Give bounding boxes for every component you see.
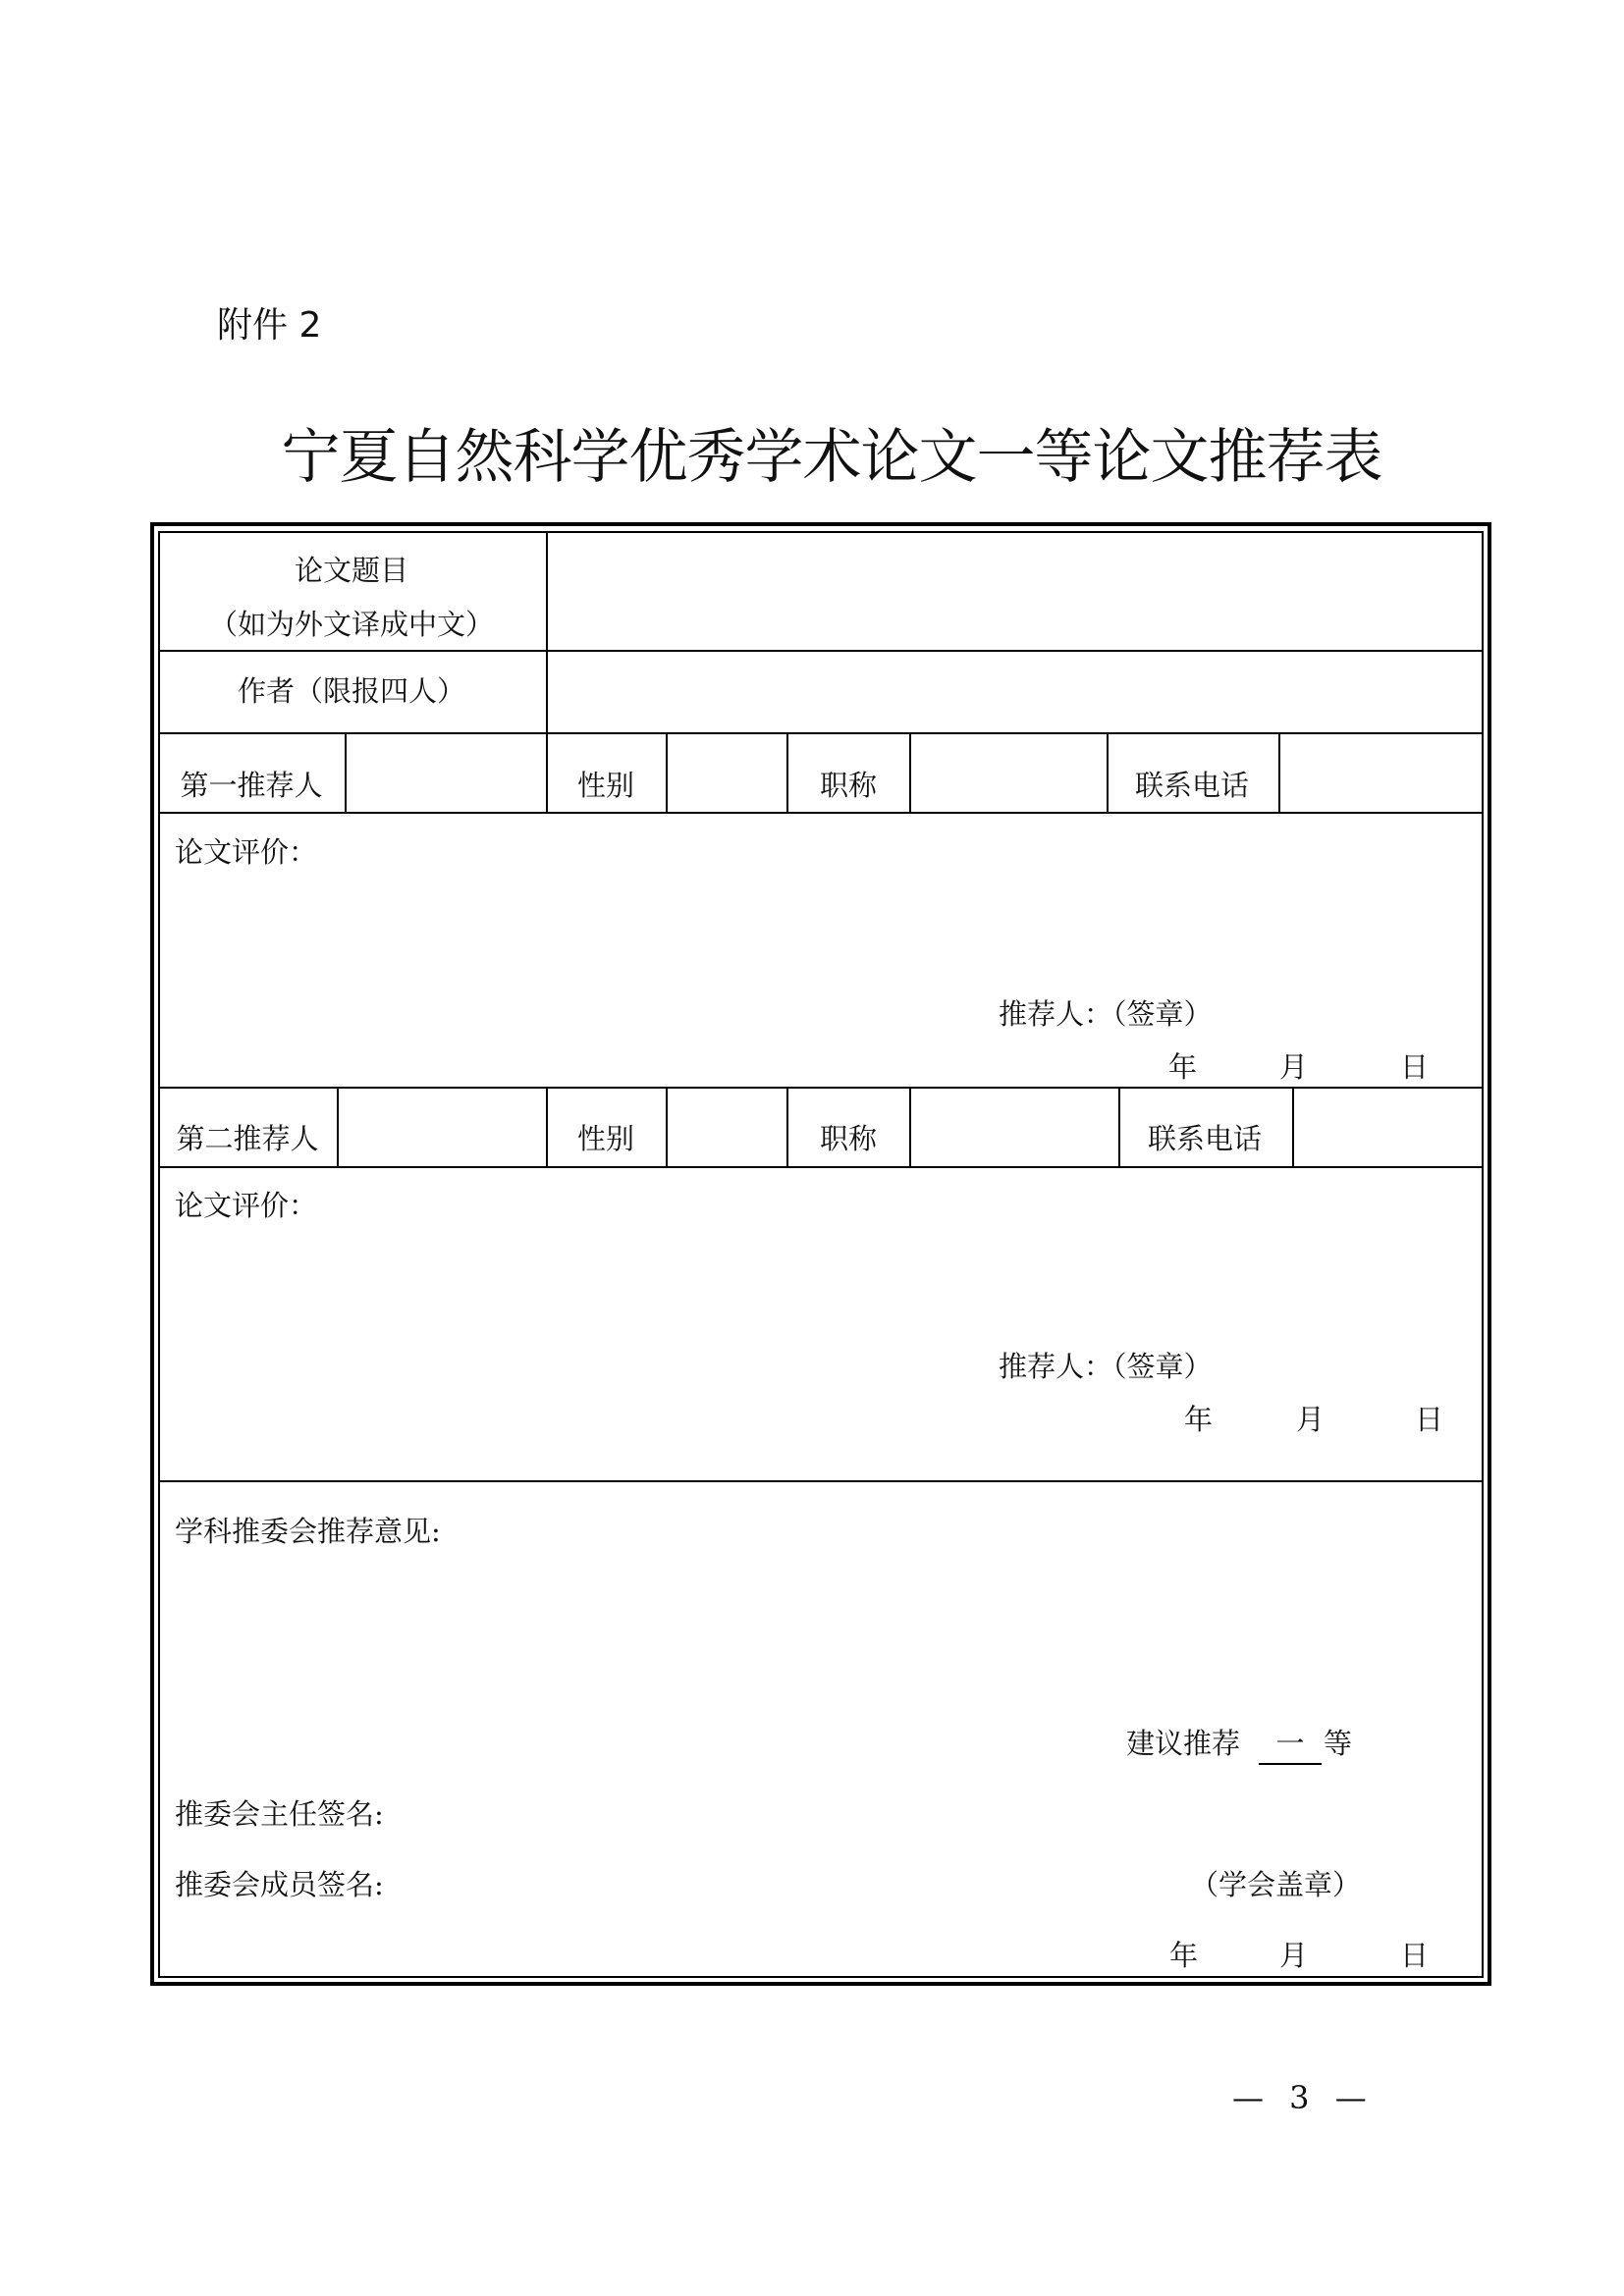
recommender2-month: 月 bbox=[1296, 1403, 1326, 1436]
chair-sign-label: 推委会主任签名: bbox=[175, 1797, 384, 1831]
recommender2-phone-field[interactable] bbox=[1294, 1089, 1482, 1165]
suggest-underline bbox=[1259, 1763, 1322, 1765]
member-sign-label: 推委会成员签名: bbox=[175, 1868, 384, 1901]
recommender2-sign-label: 推荐人：（签章） bbox=[999, 1350, 1213, 1383]
suggest-prefix: 建议推荐 bbox=[1126, 1727, 1241, 1760]
seal-label: （学会盖章） bbox=[1190, 1868, 1362, 1901]
recommender2-title-field[interactable] bbox=[911, 1089, 1117, 1165]
column-divider bbox=[1118, 1087, 1120, 1167]
committee-day: 日 bbox=[1400, 1939, 1430, 1972]
committee-opinion-label: 学科推委会推荐意见: bbox=[175, 1515, 441, 1548]
paper-title-label: 论文题目 bbox=[294, 554, 409, 587]
recommender2-phone-label: 联系电话 bbox=[1147, 1122, 1263, 1155]
recommender2-title-label: 职称 bbox=[819, 1122, 878, 1155]
recommender1-name-field[interactable] bbox=[347, 734, 545, 811]
recommender1-title-field[interactable] bbox=[911, 734, 1106, 811]
attachment-label: 附件 2 bbox=[217, 305, 322, 346]
page-number: — 3 — bbox=[1232, 2079, 1375, 2116]
recommender1-sign-label: 推荐人：（签章） bbox=[999, 997, 1213, 1031]
form-title: 宁夏自然科学优秀学术论文一等论文推荐表 bbox=[281, 423, 1382, 492]
recommender1-gender-field[interactable] bbox=[668, 734, 785, 811]
row-divider bbox=[158, 1480, 1484, 1482]
recommender1-phone-field[interactable] bbox=[1280, 734, 1482, 811]
recommender1-title-label: 职称 bbox=[819, 769, 878, 802]
recommender2-label: 第二推荐人 bbox=[176, 1122, 319, 1155]
recommender1-review-label: 论文评价： bbox=[175, 835, 318, 869]
recommender2-review-field[interactable] bbox=[167, 1232, 972, 1369]
recommender1-review-field[interactable] bbox=[167, 879, 972, 1016]
recommender1-day: 日 bbox=[1400, 1050, 1430, 1084]
recommender1-year: 年 bbox=[1168, 1050, 1198, 1084]
paper-title-field[interactable] bbox=[549, 533, 1482, 649]
column-divider bbox=[546, 732, 548, 813]
recommender1-label: 第一推荐人 bbox=[180, 769, 323, 802]
column-divider bbox=[786, 732, 788, 813]
chair-sign-field[interactable] bbox=[412, 1789, 903, 1838]
recommender2-review-label: 论文评价： bbox=[175, 1189, 318, 1222]
recommender2-day: 日 bbox=[1415, 1403, 1444, 1436]
column-divider bbox=[1107, 732, 1109, 813]
row-divider bbox=[158, 812, 1484, 814]
recommender2-year: 年 bbox=[1184, 1403, 1214, 1436]
column-divider bbox=[546, 531, 548, 733]
recommender1-gender-label: 性别 bbox=[576, 769, 635, 802]
recommender1-month: 月 bbox=[1279, 1050, 1309, 1084]
paper-title-label-note: （如为外文译成中文） bbox=[208, 608, 495, 641]
recommender2-gender-field[interactable] bbox=[668, 1089, 785, 1165]
column-divider bbox=[786, 1087, 788, 1167]
committee-year: 年 bbox=[1169, 1939, 1199, 1972]
suggest-grade-value[interactable]: 一 bbox=[1275, 1727, 1305, 1760]
recommender2-name-field[interactable] bbox=[339, 1089, 545, 1165]
member-sign-field[interactable] bbox=[412, 1859, 1001, 1908]
authors-label: 作者（限报四人） bbox=[237, 674, 466, 708]
committee-opinion-field[interactable] bbox=[167, 1561, 1051, 1708]
suggest-suffix: 等 bbox=[1324, 1727, 1353, 1760]
row-divider bbox=[158, 1166, 1484, 1168]
column-divider bbox=[546, 1087, 548, 1167]
committee-month: 月 bbox=[1279, 1939, 1309, 1972]
recommender1-phone-label: 联系电话 bbox=[1134, 769, 1250, 802]
recommender2-gender-label: 性别 bbox=[576, 1122, 635, 1155]
authors-field[interactable] bbox=[549, 652, 1482, 732]
